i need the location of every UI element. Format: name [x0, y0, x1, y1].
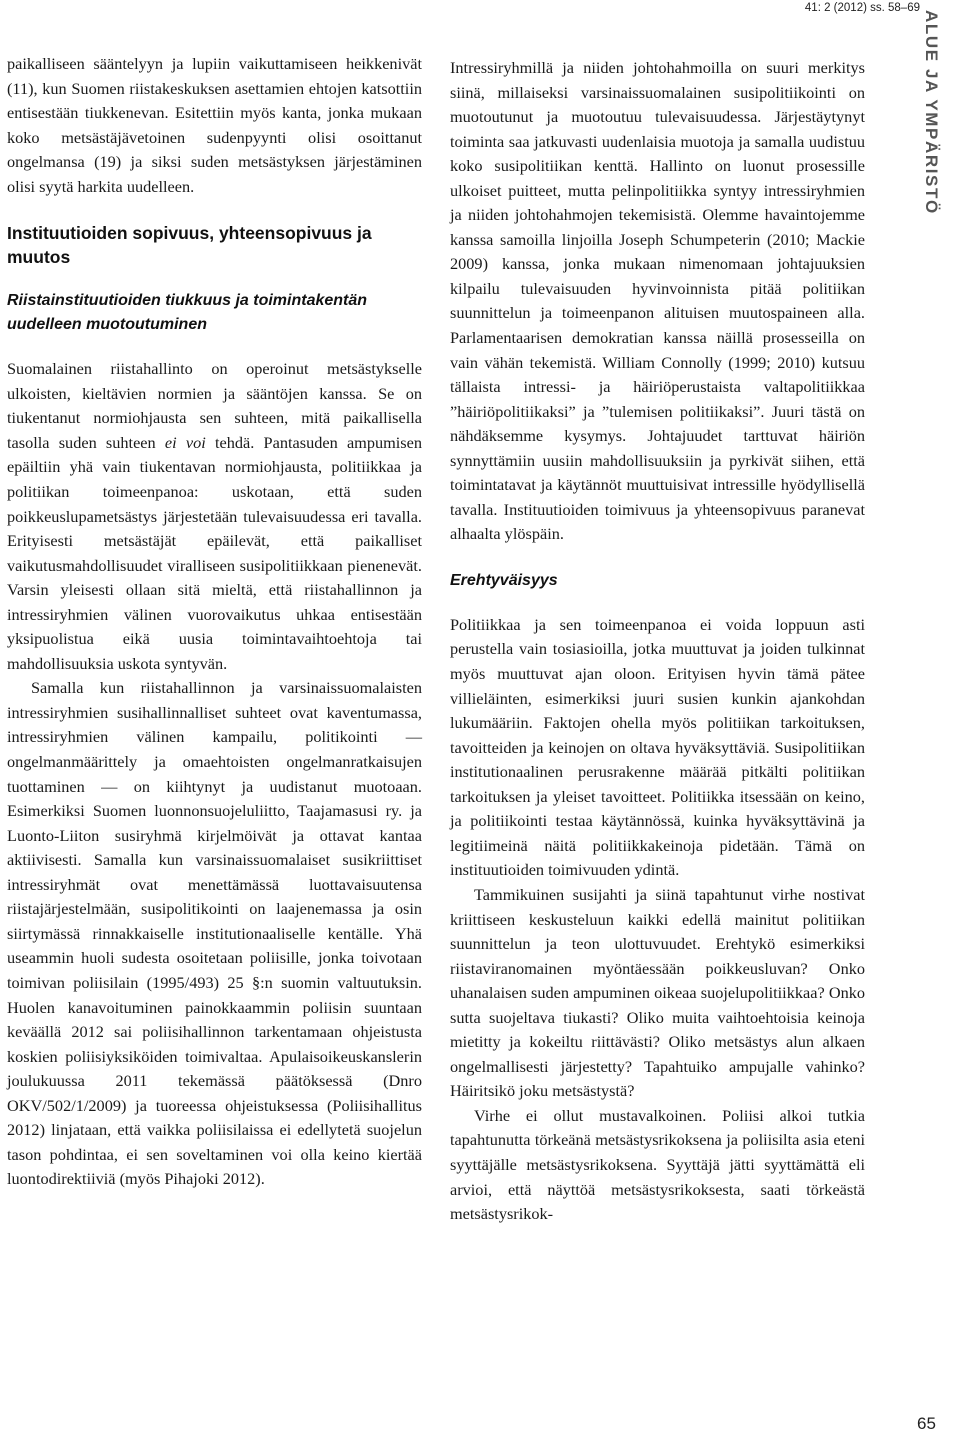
section-banner: [923, 0, 960, 245]
paragraph: Politiikkaa ja sen toimeenpanoa ei voida loppuun asti perustella vain tosiasioilla, jotka muuttuvat ja joiden tulkinnat myös muuttuvat ajan oloon. Erityisen hyvin tämä pätee villieläinten, esimerkiksi juuri susien kunkin ajankohdan lukumääriin. Faktojen ohella myös politiikan tarkoituksen, tavoitteiden ja keinojen on oltava hyväksyttäviä. Susipolitiikan institutionaalinen perusrakenne määrää pitkälti politiikan tarkoituksen ja yleiset tavoitteet. Politiikka itsessään on keino, ja politiikointi testaa käytännössä, kuinka hyväksyttävinä ja legitiimeinä näitä politiikkakeinoja pidetään. Tämä on instituutioiden toimivuuden ydintä.: [450, 614, 865, 880]
paragraph: Tammikuinen susijahti ja siinä tapahtunut virhe nostivat kriittiseen keskusteluun kaikki edellä mainitut politiikan suunnittelun ja teon ulottuvuudet. Erehtykö esimerkiksi riistaviranomainen myöntäessään poikkeusluvan? Onko uhanalaisen suden ampuminen oikeaa suojelupolitiikkaa? Onko sutta suojeltava tiukasti? Oliko muita vaihtoehtoisia keinoja mietitty ja kokeiltu riittävästi? Oliko metsästys alun alkaen ongelmallisesti järjestetty? Tapahtuiko ampujalle vahinko? Häiritsikö joku metsästystä?: [450, 884, 865, 1101]
text-run: Suomalainen riistahallinto on operoinut metsästykselle ulkoisten, kieltävien normien ja sääntöjen kanssa. Se on tiukentanut normiohjausta sen suhteen, mitä paikallisella tasolla suden suhteen: [7, 359, 422, 452]
paragraph: Virhe ei ollut mustavalkoinen. Poliisi alkoi tutkia tapahtunutta törkeänä metsästysrikoksena ja poliisilta asia eteni syyttäjälle metsästysrikoksena. Syyttäjä jätti syyttämättä eli arvioi, että näyttöä metsästysrikoksesta, saati törkeästä metsästysrikok-: [450, 1105, 865, 1224]
paragraph: Samalla kun riistahallinnon ja varsinaissuomalaisten intressiryhmien susihallinnalliset suhteet ovat kaventumassa, intressiryhmien välinen kampailu, politikointi — ongelmanmäärittely ja omaehtoisten ongelmanratkaisujen tuottaminen — on kiihtynyt ja uudistanut muotoaan. Esimerkiksi Suomen luonnonsuojeluliitto, Taajamasusi ry. ja Luonto-Liiton susiryhmä kirjelmöivät ja ottavat kantaa aktiivisesti. Samalla kun varsinaissuomalaiset susikriittiset intressiryhmät ovat menettämässä luottavaisuutensa riistajärjestelmään, susipolitikointi on laajenemassa ja osin siirtymässä rinnakkaiselle institutionaaliselle kentälle. Yhä useammin huoli sudesta osoitetaan poliisille, jonka toivotaan toimivan poliisilain (1995/493) 25 §:n suomin valtuutuksin. Huolen kanavoituminen painokkaammin poliisin suuntaan keväällä 2012 sai poliisihallinnon tarkentamaan ohjeistusta koskien poliisiyksiköiden toimivaltaa. Apulaisoikeuskanslerin joulukuussa 2011 tekemässä päätöksessä (Dnro OKV/502/1/2009) ja tuoreessa ohjeistuksessa (Poliisihallitus 2012) linjataan, että vaikka poliisilaissa ei edellytetä suojelun tason pohdintaa, ei sen soveltaminen voi olla keino kiertää luontodirektiiviä (myös Pihajoki 2012).: [7, 678, 422, 1189]
right-column: [450, 56, 865, 1227]
emphasis: ei voi: [164, 432, 206, 452]
journal-reference: 41: 2 (2012) ss. 58–69: [804, 2, 920, 14]
sub-heading: Erehtyväisyys: [450, 571, 558, 589]
page-number: 65: [917, 1414, 936, 1433]
text-run: tehdä. Pantasuden ampumisen epäiltiin yhä vain tiukentavan normiohjausta, politiikkaa ja politiikan toimeenpanoa: uskotaan, että suden poikkeuslupametsästys järjestetään tulevaisuudessa eri tavalla. Erityisesti metsästäjät epäilevät, että paikalliset vaikutusmahdollisuudet viralliseen susipolitiikkaan pienenevät. Varsin yleisesti ollaan sitä mieltä, että riistahallinnon ja intressiryhmien välinen vuorovaikutus uhkaa entisestään yksipuolistua eikä uusia toimintavaihtoehtoja tai mahdollisuuksia uskota syntyvän.: [7, 432, 423, 673]
section-heading: Instituutioiden sopivuus, yhteensopivuus ja muutos: [7, 223, 372, 268]
paragraph: paikalliseen sääntelyyn ja lupiin vaikuttamiseen heikkenivät (11), kun Suomen riistakeskuksen asettamien ehtojen katsottiin entisestään tiukkenevan. Esitettiin myös kanta, jonka mukaan koko metsästäjävetoinen sudenpyynti olisi osoittanut ongelmansa (19) ja siksi suden metsästyksen järjestäminen olisi syytä harkita uudelleen.: [7, 54, 422, 196]
left-column: [7, 52, 422, 1192]
paragraph: [7, 357, 422, 676]
section-banner-label: ALUE JA YMPÄRISTÖ: [922, 10, 941, 215]
sub-heading: Riistainstituutioiden tiukkuus ja toimintakentän uudelleen muotoutuminen: [7, 292, 368, 334]
paragraph: Intressiryhmillä ja niiden johtohahmoilla on suuri merkitys siinä, millaiseksi varsinaissuomalainen susipolitiikointi on muotoutunut ja muotoutuu tulevaisuudessa. Järjestäytynyt toiminta saa jatkuvasti uudenlaisia muotoja ja samalla uudistuu koko susipolitiikan kenttä. Hallinto on luonut prosessille ulkoiset puitteet, mutta pelinpolitiikka syntyy intressiryhmien ja niiden johtohahmojen tekemisistä. Olemme havaintojemme kanssa samoilla linjoilla Joseph Schumpeterin (2010; Mackie 2009) kanssa, jonka mukaan nimenomaan johtajuuksien kilpailu tulevaisuuden hyvinvoinnista pitää politiikan suunnittelun ja toimeenpanon alituisen muutospaineen alla. Parlamentaarisen demokratian kanssa näillä prosesseilla on vain vähän tekemistä. William Connolly (1999; 2010) kutsuu tällaista intressi- ja häiriöperustaista valtapolitiikkaa ”häiriöpolitiikaksi” ja ”tulemisen politiikaksi”. Juuri tästä on nähdäksemme kysymys. Johtajuudet tarttuvat häiriön synnyttämiin uusiin mahdollisuuksiin ja pyrkivät siihen, että toimintatavat ja käytännöt muuttuisivat intressille hyödyllisellä tavalla. Instituutioiden toimivuus ja yhteensopivuus paranevat alhaalta ylöspäin.: [450, 58, 865, 544]
